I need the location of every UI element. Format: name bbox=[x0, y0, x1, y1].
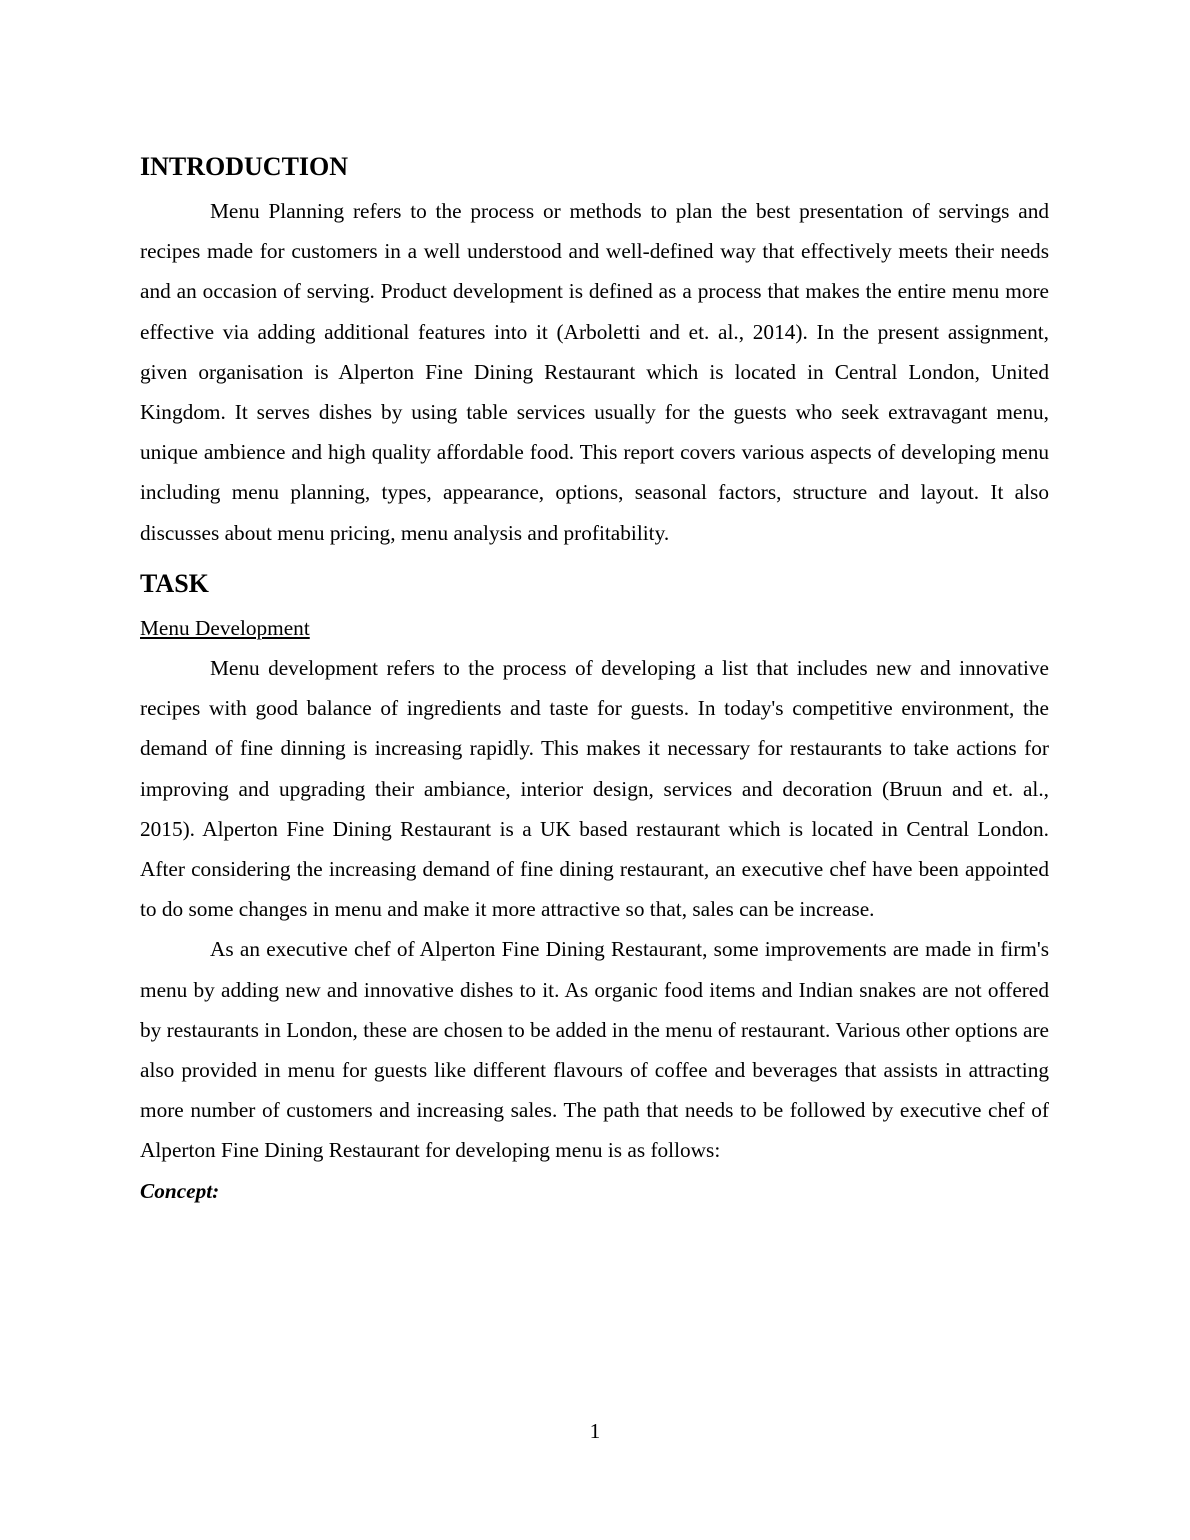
task-heading: TASK bbox=[140, 568, 209, 598]
menu-development-subheading: Menu Development bbox=[140, 615, 310, 640]
introduction-paragraph: Menu Planning refers to the process or methods to plan the best presentation of servings and recipes made for customers in a well understood and well-defined way that effectively meets their needs and an occasion of serving. Product development is defined as a process that makes the entire menu more effective via adding additional features into it (Arboletti and et. al., 2014). In the present assignment, given organisation is Alperton Fine Dining Restaurant which is located in Central London, United Kingdom. It serves dishes by using table services usually for the guests who seek extravagant menu, unique ambience and high quality affordable food. This report covers various aspects of developing menu including menu planning, types, appearance, options, seasonal factors, structure and layout. It also discusses about menu pricing, menu analysis and profitability. bbox=[140, 199, 1049, 545]
introduction-heading: INTRODUCTION bbox=[140, 152, 349, 181]
task-paragraph-1: Menu development refers to the process of developing a list that includes new and innovative recipes with good balance of ingredients and taste for guests. In today's competitive environment, the demand of fine dinning is increasing rapidly. This makes it necessary for restaurants to take actions for improving and upgrading their ambiance, interior design, services and decoration (Bruun and et. al., 2015). Alperton Fine Dining Restaurant is a UK based restaurant which is located in Central London. After considering the increasing demand of fine dining restaurant, an executive chef have been appointed to do some changes in menu and make it more attractive so that, sales can be increase. bbox=[140, 656, 1049, 922]
concept-label: Concept: bbox=[140, 1178, 220, 1203]
document-page bbox=[140, 148, 1049, 1211]
task-paragraph-2: As an executive chef of Alperton Fine Dining Restaurant, some improvements are made in firm's menu by adding new and innovative dishes to it. As organic food items and Indian snakes are not offered by restaurants in London, these are chosen to be added in the menu of restaurant. Various other options are also provided in menu for guests like different flavours of coffee and beverages that assists in attracting more number of customers and increasing sales. The path that needs to be followed by executive chef of Alperton Fine Dining Restaurant for developing menu is as follows: bbox=[140, 937, 1049, 1163]
page-number: 1 bbox=[589, 1419, 601, 1443]
